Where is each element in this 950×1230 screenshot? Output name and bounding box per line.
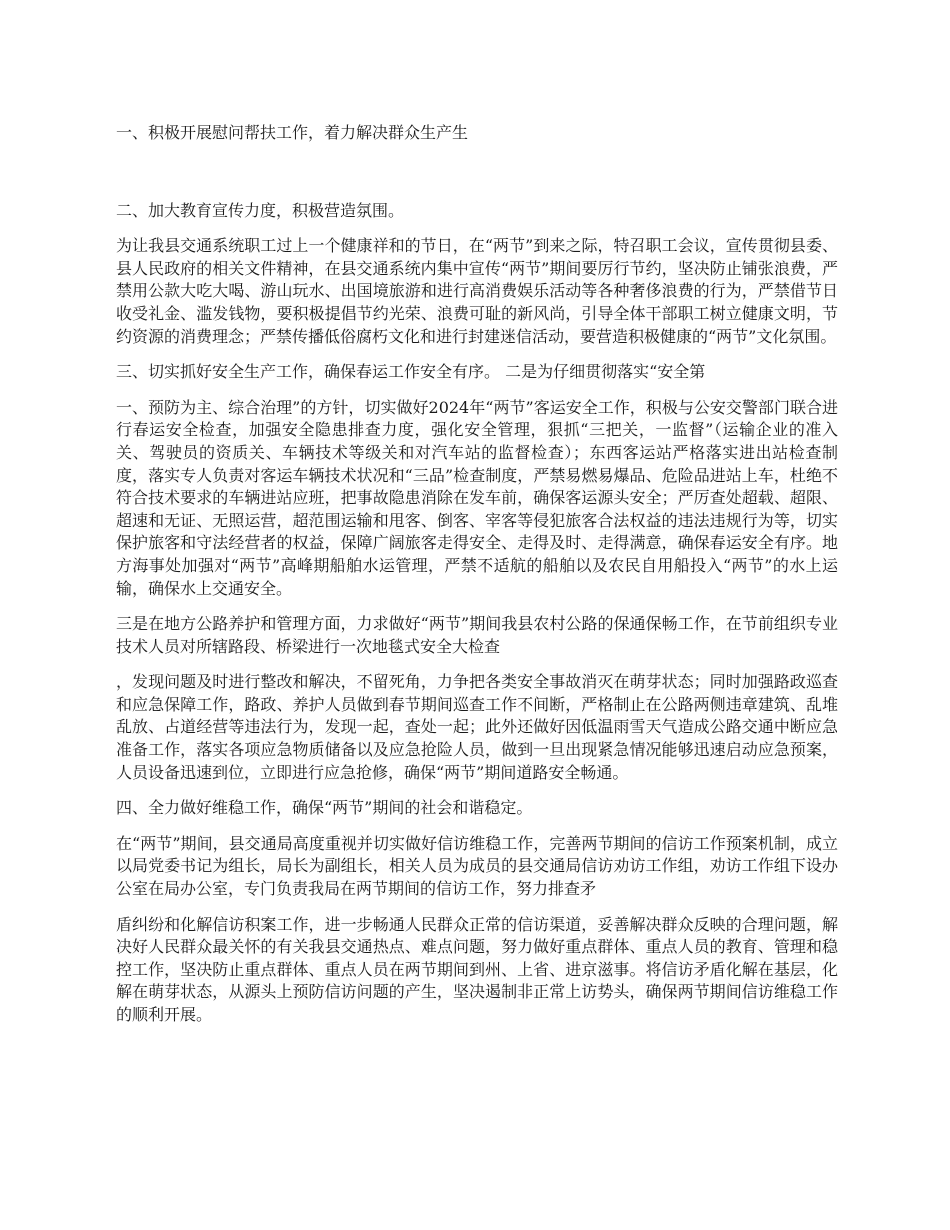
section-heading-1: 一、积极开展慰问帮扶工作，着力解决群众生产生	[116, 123, 469, 142]
paragraph-safety: 一、预防为主、综合治理”的方针，切实做好2024年“两节”客运安全工作，积极与公安交警部门联合进行春运安全检查，加强安全隐患排查力度，强化安全管理，狠抓“三把关，一监督”（运输企业的准入关、驾驶员的资质关、车辆技术等级关和对汽车站的监督检查）；东西客运站严格落实进出站检查制度，落实专人负责对客运车辆技术状况和“三品”检查制度，严禁易燃易爆品、危险品进站上车，杜绝不符合技术要求的车辆进站应班，把事故隐患消除在发车前，确保客运源头安全；严厉查处超载、超限、超速和无证、无照运营，超范围运输和甩客、倒客、宰客等侵犯旅客合法权益的违法违规行为等，切实保护旅客和守法经营者的权益，保障广阔旅客走得安全、走得及时、走得满意，确保春运安全有序。地方海事处加强对“两节”高峰期船舶水运管理，严禁不适航的船舶以及农民自用船投入“两节”的水上运输，确保水上交通安全。	[116, 397, 838, 598]
paragraph-petition: 在“两节”期间，县交通局高度重视并切实做好信访维稳工作，完善两节期间的信访工作预案机制，成立以局党委书记为组长，局长为副组长，相关人员为成员的县交通局信访劝访工作组，劝访工作组下设办公室在局办公室，专门负责我局在两节期间的信访工作，努力排查矛	[116, 833, 838, 899]
document-body	[116, 122, 838, 1040]
section-heading-4: 四、全力做好维稳工作，确保“两节”期间的社会和谐稳定。	[116, 798, 533, 818]
paragraph-education: 为让我县交通系统职工过上一个健康祥和的节日，在“两节”到来之际，特召职工会议，宣传贯彻县委、县人民政府的相关文件精神，在县交通系统内集中宣传“两节”期间要厉行节约，坚决防止铺张浪费，严禁用公款大吃大喝、游山玩水、出国境旅游和进行高消费娱乐活动等各种奢侈浪费的行为，严禁借节日收受礼金、滥发钱物，要积极提倡节约光荣、浪费可耻的新风尚，引导全体干部职工树立健康文明，节约资源的消费理念；严禁传播低俗腐朽文化和进行封建迷信活动，要营造积极健康的“两节”文化氛围。	[116, 236, 838, 346]
paragraph-road-inspection: ，发现问题及时进行整改和解决，不留死角，力争把各类安全事故消灭在萌芽状态；同时加强路政巡查和应急保障工作，路政、养护人员做到春节期间巡查工作不间断，严格制止在公路两侧违章建筑、乱堆乱放、占道经营等违法行为，发现一起，查处一起；此外还做好因低温雨雪天气造成公路交通中断应急准备工作，落实各项应急物质储备以及应急抢险人员，做到一旦出现紧急情况能够迅速启动应急预案，人员设备迅速到位，立即进行应急抢修，确保“两节”期间道路安全畅通。	[116, 672, 838, 782]
paragraph-road-maintenance: 三是在地方公路养护和管理方面，力求做好“两节”期间我县农村公路的保通保畅工作，在节前组织专业技术人员对所辖路段、桥梁进行一次地毯式安全大检查	[116, 614, 838, 656]
section-heading-3: 三、切实抓好安全生产工作，确保春运工作安全有序。 二是为仔细贯彻落实“安全第	[116, 362, 706, 382]
paragraph-dispute-resolution: 盾纠纷和化解信访积案工作，进一步畅通人民群众正常的信访渠道，妥善解决群众反映的合理问题，解决好人民群众最关怀的有关我县交通热点、难点问题，努力做好重点群体、重点人员的教育、管理和稳控工作，坚决防止重点群体、重点人员在两节期间到州、上省、进京滋事。将信访矛盾化解在基层，化解在萌芽状态，从源头上预防信访问题的产生，坚决遏制非正常上访势头，确保两节期间信访维稳工作的顺利开展。	[116, 914, 838, 1024]
section-heading-2: 二、加大教育宣传力度，积极营造氛围。	[116, 200, 405, 220]
